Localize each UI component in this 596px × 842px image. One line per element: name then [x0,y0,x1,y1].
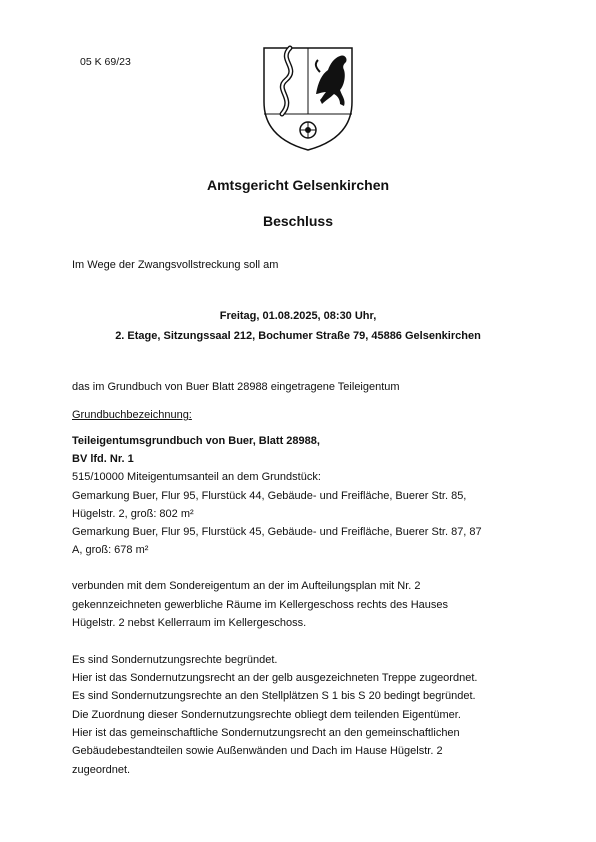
sondernutzung-line: Die Zuordnung dieser Sondernutzungsrechte obliegt dem teilenden Eigentümer. [72,709,461,721]
body-line: A, groß: 678 m² [72,544,149,556]
grundbuch-title: Teileigentumsgrundbuch von Buer, Blatt 28988, [72,435,320,447]
body-line: 515/10000 Miteigentumsanteil an dem Grundstück: [72,471,321,483]
auction-location: 2. Etage, Sitzungssaal 212, Bochumer Straße 79, 45886 Gelsenkirchen [115,330,481,342]
intro-text: Im Wege der Zwangsvollstreckung soll am [72,259,279,271]
sondernutzung-line: Gebäudebestandteilen sowie Außenwänden und Dach im Hause Hügelstr. 2 [72,745,443,757]
auction-date: Freitag, 01.08.2025, 08:30 Uhr, [219,310,377,322]
sondernutzung-line: Hier ist das gemeinschaftliche Sondernutzungsrecht an den gemeinschaftlichen [72,727,460,739]
file-number: 05 K 69/23 [80,56,131,68]
bv-number: BV lfd. Nr. 1 [72,453,134,465]
object-description: das im Grundbuch von Buer Blatt 28988 eingetragene Teileigentum [72,381,400,393]
grundbuch-heading: Grundbuchbezeichnung: [72,409,192,421]
sondereigentum-line: Hügelstr. 2 nebst Kellerraum im Kellergeschoss. [72,617,307,629]
sondernutzung-line: Hier ist das Sondernutzungsrecht an der gelb ausgezeichneten Treppe zugeordnet. [72,672,478,684]
sondernutzung-line: zugeordnet. [72,764,131,776]
sondereigentum-line: verbunden mit dem Sondereigentum an der im Aufteilungsplan mit Nr. 2 [72,580,421,592]
body-line: Gemarkung Buer, Flur 95, Flurstück 45, Gebäude- und Freifläche, Buerer Str. 87, 87 [72,526,482,538]
sondernutzung-line: Es sind Sondernutzungsrechte begründet. [72,654,278,666]
sondereigentum-line: gekennzeichneten gewerbliche Räume im Kellergeschoss rechts des Hauses [72,599,449,611]
sondernutzung-line: Es sind Sondernutzungsrechte an den Stellplätzen S 1 bis S 20 bedingt begründet. [72,690,476,702]
document-title: Beschluss [262,213,334,229]
court-name: Amtsgericht Gelsenkirchen [206,177,390,193]
nrw-coat-of-arms-icon [260,42,356,154]
body-line: Gemarkung Buer, Flur 95, Flurstück 44, Gebäude- und Freifläche, Buerer Str. 85, [72,490,467,502]
body-line: Hügelstr. 2, groß: 802 m² [72,508,194,520]
